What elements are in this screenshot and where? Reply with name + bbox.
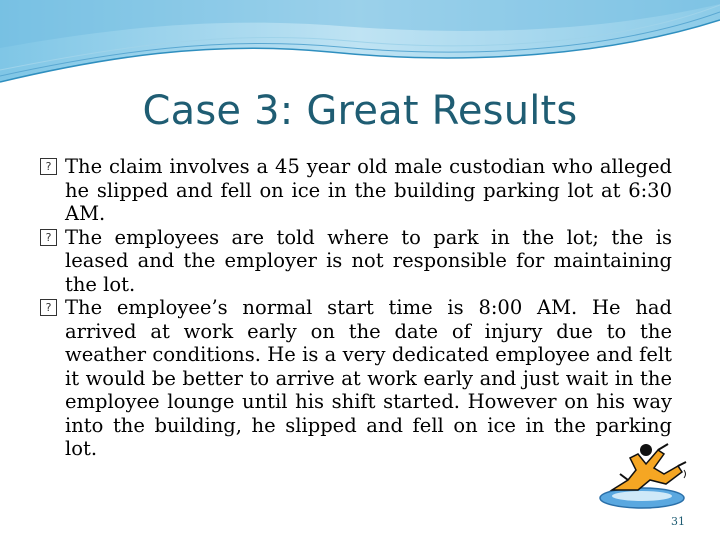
bullet-marker-icon: ? [40,229,57,246]
top-wave-decoration [0,0,720,95]
bullet-item [40,155,672,226]
page-number: 31 [671,515,685,528]
bullet-text: The employees are told where to park in the lot; the is leased and the employer is not responsible for maintaining the lot. [65,225,672,296]
bullet-item [40,296,672,461]
slide-title: Case 3: Great Results [142,88,578,134]
bullet-marker-icon: ? [40,299,57,316]
bullet-text: The employee’s normal start time is 8:00 AM. He had arrived at work early on the date of injury due to the weather conditions. He is a very dedicated employee and felt it would be better to arrive at work early and just wait in the employee lounge until his shift started. However on his way into the building, he slipped and fell on ice in the parking lot. [65,296,672,460]
bullet-list [40,155,672,461]
bullet-marker-icon: ? [40,158,57,175]
bullet-item [40,226,672,297]
bullet-text: The claim involves a 45 year old male custodian who alleged he slipped and fell on ice in the building parking lot at 6:30 AM. [65,155,672,225]
slip-on-ice-clipart-icon [598,440,696,512]
